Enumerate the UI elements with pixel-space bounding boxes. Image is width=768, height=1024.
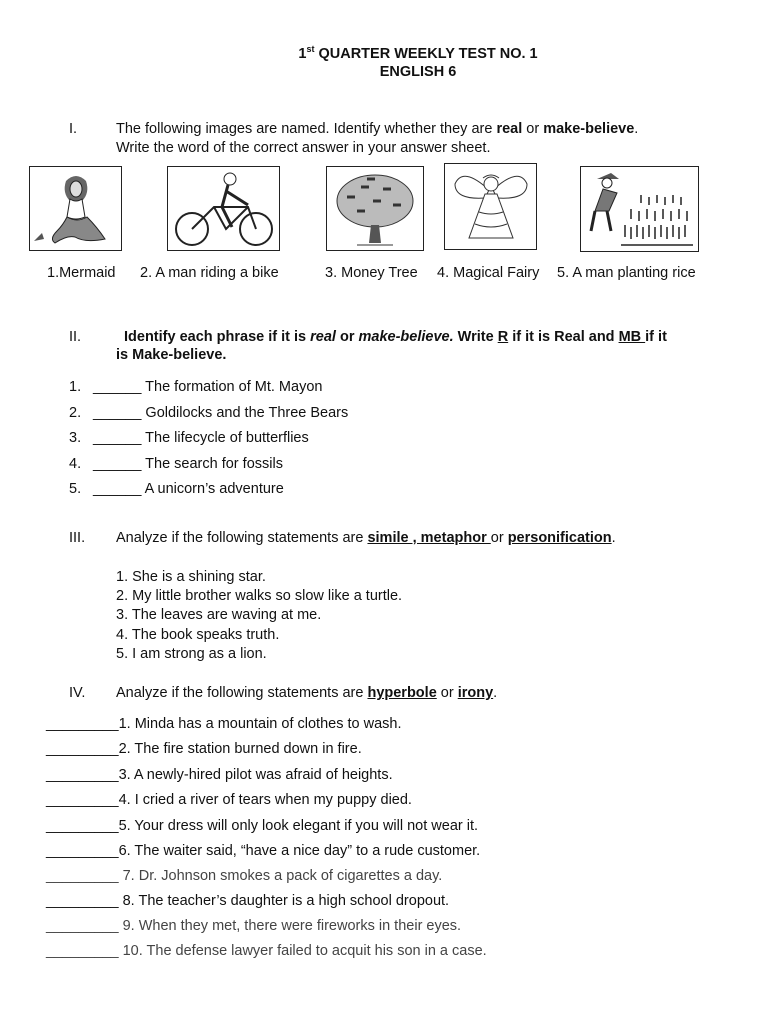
caption-rice: 5. A man planting rice xyxy=(557,265,696,281)
list-item: ______ The search for fossils xyxy=(93,456,283,472)
planting-rice-image xyxy=(580,166,699,252)
list-item: _________6. The waiter said, “have a nice day” to a rude customer. xyxy=(46,843,481,859)
list-item: ______ The formation of Mt. Mayon xyxy=(93,379,323,395)
part2-instruction-line2: is Make-believe. xyxy=(116,347,227,363)
list-item: ______ Goldilocks and the Three Bears xyxy=(93,405,349,421)
page-title: 1st QUARTER WEEKLY TEST NO. 1 xyxy=(298,44,538,62)
part4-numeral: IV. xyxy=(69,685,86,701)
caption-fairy: 4. Magical Fairy xyxy=(437,265,540,281)
part1-instruction-line2: Write the word of the correct answer in your answer sheet. xyxy=(116,140,491,156)
bike-rider-image xyxy=(167,166,280,251)
part1-numeral: I. xyxy=(69,121,78,137)
list-item-number: 5. xyxy=(69,481,82,497)
list-item-number: 3. xyxy=(69,430,82,446)
list-item: _________ 7. Dr. Johnson smokes a pack of cigarettes a day. xyxy=(46,868,443,884)
list-item: ______ The lifecycle of butterflies xyxy=(93,430,309,446)
fairy-image xyxy=(444,163,537,250)
part3-numeral: III. xyxy=(69,530,86,546)
list-item: _________2. The fire station burned down in fire. xyxy=(46,741,362,757)
list-item: _________3. A newly-hired pilot was afraid of heights. xyxy=(46,767,393,783)
list-item: _________4. I cried a river of tears when my puppy died. xyxy=(46,792,412,808)
list-item-number: 2. xyxy=(69,405,82,421)
subject-title: ENGLISH 6 xyxy=(379,64,457,80)
caption-money-tree: 3. Money Tree xyxy=(325,265,418,281)
list-item-number: 1. xyxy=(69,379,82,395)
list-item: _________ 10. The defense lawyer failed to acquit his son in a case. xyxy=(46,943,487,959)
mermaid-image xyxy=(29,166,122,251)
list-item: 1. She is a shining star. xyxy=(116,569,266,585)
list-item-number: 4. xyxy=(69,456,82,472)
money-tree-image xyxy=(326,166,424,251)
part2-instruction: Identify each phrase if it is real or make-believe. Write R if it is Real and MB if it xyxy=(124,329,667,345)
list-item: 2. My little brother walks so slow like a turtle. xyxy=(116,588,403,604)
part2-numeral: II. xyxy=(69,329,82,345)
list-item: ______ A unicorn’s adventure xyxy=(93,481,284,497)
list-item: _________ 8. The teacher’s daughter is a high school dropout. xyxy=(46,893,450,909)
list-item: _________ 9. When they met, there were fireworks in their eyes. xyxy=(46,918,462,934)
list-item: _________5. Your dress will only look elegant if you will not wear it. xyxy=(46,818,479,834)
part4-instruction: Analyze if the following statements are hyperbole or irony. xyxy=(116,685,498,701)
list-item: 5. I am strong as a lion. xyxy=(116,646,267,662)
list-item: 4. The book speaks truth. xyxy=(116,627,280,643)
part3-instruction: Analyze if the following statements are simile , metaphor or personification. xyxy=(116,530,616,546)
part1-instruction: The following images are named. Identify whether they are real or make-believe. xyxy=(116,121,639,137)
list-item: _________1. Minda has a mountain of clothes to wash. xyxy=(46,716,402,732)
caption-bike: 2. A man riding a bike xyxy=(140,265,279,281)
list-item: 3. The leaves are waving at me. xyxy=(116,607,322,623)
caption-mermaid: 1.Mermaid xyxy=(47,265,116,281)
